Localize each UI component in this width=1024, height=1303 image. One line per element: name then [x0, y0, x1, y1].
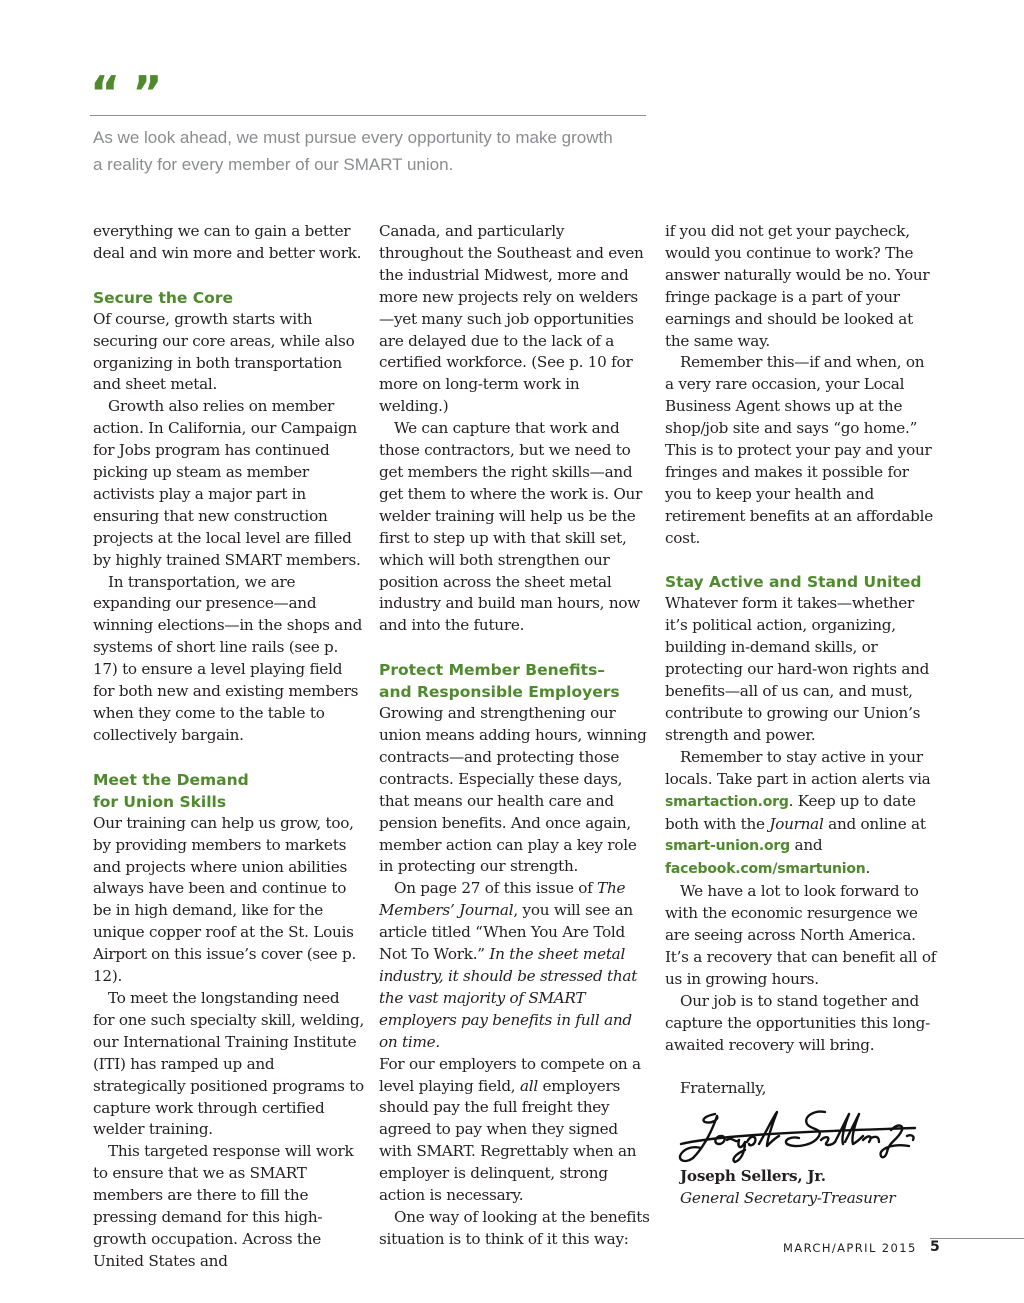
paragraph-secure-2: Growth also relies on member action. In California, our Campaign for Jobs program has continued picking up steam as member activists play a major part in ensuring that new construction projects at the local level are filled by highly trained SMART members.: [93, 397, 361, 569]
heading-meet-the-demand-line-1: Meet the Demand: [93, 770, 249, 789]
paragraph-protect-3: [379, 1054, 651, 1207]
protect-3-text-a: For our employers to compete on a level playing field,: [379, 1054, 641, 1095]
column-2: [379, 221, 651, 1251]
paragraph-capture: We can capture that work and those contractors, but we need to get members the right skills—and get them to where the work is. Our welder training will help us be the first to step up with that skill set, which will both strengthen our position across the sheet metal industry and build man hours, now and into the future.: [379, 419, 643, 635]
signature-icon: [675, 1106, 930, 1164]
stay-2-text-a: Remember to stay active in your locals. Take part in action alerts via: [665, 747, 931, 788]
paragraph-canada: Canada, and particularly throughout the Southeast and even the industrial Midwest, more and more new projects rely on welders—yet many such job opportunities are delayed due to the lack of a certified workforce. (See p. 10 for more on long-term work in welding.): [379, 222, 644, 416]
pull-quote: [93, 124, 653, 178]
closing-salutation: Fraternally,: [680, 1079, 767, 1098]
pull-quote-line-2: a reality for every member of our SMART union.: [93, 155, 454, 174]
heading-protect-member-benefits: [379, 659, 651, 703]
paragraph-demand-3: This targeted response will work to ensure that we as SMART members are there to fill the pressing demand for this high-growth occupation. Across the United States and: [93, 1142, 354, 1270]
protect-3-all: all: [519, 1076, 538, 1095]
paragraph-stay-2: [665, 747, 937, 881]
link-smart-union[interactable]: smart-union.org: [665, 838, 790, 855]
protect-2-text-a: On page 27 of this issue of: [394, 879, 598, 898]
journal-title: The Members’ Journal: [379, 879, 626, 920]
heading-meet-the-demand-line-2: for Union Skills: [93, 792, 227, 811]
heading-protect-line-2: and Responsible Employers: [379, 683, 620, 702]
journal-name: Journal: [769, 814, 824, 833]
protect-2-emphasis: In the sheet metal industry, it should be stressed that the vast majority of SMART employers pay benefits in full and on time.: [379, 945, 638, 1051]
paragraph-protect-4: One way of looking at the benefits situation is to think of it this way:: [379, 1207, 650, 1248]
stay-2-text-c: and online at: [823, 814, 926, 833]
paragraph-stay-3: We have a lot to look forward to with the economic resurgence we are seeing across North America. It’s a recovery that can benefit all of us in growing hours.: [665, 882, 937, 988]
pull-quote-rule: [90, 115, 646, 116]
paragraph-secure-1: Of course, growth starts with securing our core areas, while also organizing in both transportation and sheet metal.: [93, 309, 355, 394]
footer-rule: [930, 1238, 1024, 1239]
paragraph-secure-3: In transportation, we are expanding our presence—and winning elections—in the shops and systems of short line rails (see p. 17) to ensure a level playing field for both new and existing members when they come to the table to collectively bargain.: [93, 572, 363, 744]
stay-2-text-d: and: [789, 836, 823, 855]
stay-2-text-b: . Keep up to date both with the: [665, 791, 916, 833]
column-3: [665, 221, 937, 1210]
heading-meet-the-demand: [93, 769, 365, 813]
paragraph-stay-4: Our job is to stand together and capture the opportunities this long-awaited recovery will bring.: [665, 991, 931, 1054]
paragraph-protect-2: [379, 878, 651, 1053]
protect-3-text-b: employers should pay the full freight they agreed to pay when they signed with SMART. Regrettably when an employer is delinquent, strong action is necessary.: [379, 1076, 637, 1205]
link-smartaction[interactable]: smartaction.org: [665, 793, 789, 810]
heading-protect-line-1: Protect Member Benefits–: [379, 661, 606, 680]
column-1: [93, 221, 365, 1273]
paragraph-intro: everything we can to gain a better deal and win more and better work.: [93, 222, 362, 262]
stay-2-text-e: .: [865, 859, 871, 878]
signer-name: Joseph Sellers, Jr.: [680, 1167, 826, 1186]
paragraph-remember: Remember this—if and when, on a very rare occasion, your Local Business Agent shows up at the shop/job site and says “go home.” This is to protect your pay and your fringes and makes it possible for you to keep your health and retirement benefits at an affordable cost.: [665, 353, 933, 547]
pull-quote-line-1: As we look ahead, we must pursue every opportunity to make growth: [93, 128, 613, 147]
quote-marks-icon: “ ”: [90, 66, 161, 120]
paragraph-protect-1: Growing and strengthening our union means adding hours, winning contracts—and protecting those contracts. Especially these days, that means our health care and pension benefits. And once again, member action can play a key role in protecting our strength.: [379, 704, 647, 876]
signer-title: General Secretary-Treasurer: [680, 1189, 896, 1208]
page-number: 5: [930, 1239, 940, 1255]
heading-stay-active: Stay Active and Stand United: [665, 573, 922, 592]
paragraph-paycheck: if you did not get your paycheck, would you continue to work? The answer naturally would be no. Your fringe package is a part of your earnings and should be looked at the same way.: [665, 222, 930, 350]
footer-issue-date: MARCH/APRIL 2015: [783, 1241, 917, 1255]
paragraph-demand-1: Our training can help us grow, too, by providing members to markets and projects where union abilities always have been and continue to be in high demand, like for the unique copper roof at the St. Louis Airport on this issue’s cover (see p. 12).: [93, 813, 357, 986]
link-facebook[interactable]: facebook.com/smartunion: [665, 861, 866, 878]
heading-secure-the-core: Secure the Core: [93, 288, 233, 307]
protect-2-text-b: , you will see an article titled “When You Are Told Not To Work.”: [379, 901, 633, 964]
paragraph-stay-1: Whatever form it takes—whether it’s political action, organizing, building in-demand skills, or protecting our hard-won rights and benefits—all of us can, and must, contribute to growing our Union’s strength and power.: [665, 594, 930, 744]
paragraph-demand-2: To meet the longstanding need for one such specialty skill, welding, our International Training Institute (ITI) has ramped up and strategically positioned programs to capture work through certified welder training.: [93, 988, 365, 1139]
